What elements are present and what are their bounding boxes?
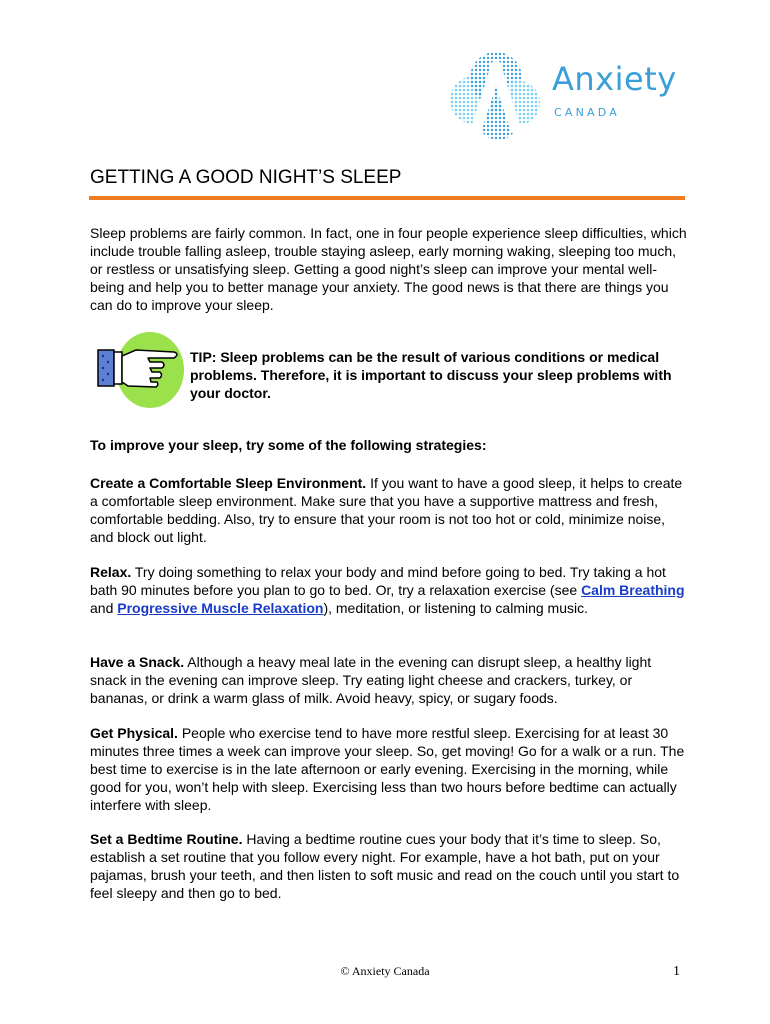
progressive-muscle-relaxation-link[interactable]: Progressive Muscle Relaxation bbox=[117, 600, 324, 616]
section-bedtime bbox=[90, 830, 690, 902]
anxiety-canada-logo bbox=[446, 48, 686, 143]
footer-copyright: © Anxiety Canada bbox=[340, 964, 430, 978]
section-text: ), meditation, or listening to calming music. bbox=[323, 600, 589, 616]
pointing-hand-icon bbox=[94, 328, 186, 412]
section-heading: Have a Snack. bbox=[90, 654, 185, 670]
section-text: Having a bedtime routine cues your body that it’s time to sleep. So, establish a set routine that you follow every night. For example, have a hot bath, put on your pajamas, brush your teeth, and then listen to soft music and read on the couch until you start to feel sleepy and then go to bed. bbox=[90, 831, 680, 901]
intro-paragraph: Sleep problems are fairly common. In fact, one in four people experience sleep difficulties, which include trouble falling asleep, trouble staying asleep, early morning waking, sleeping too much, or restless or unsatisfying sleep. Getting a good night’s sleep can improve your mental well-being and help you to better manage your anxiety. The good news is that there are things you can do to improve your sleep. bbox=[90, 225, 687, 313]
section-heading: Get Physical. bbox=[90, 725, 178, 741]
section-snack bbox=[90, 653, 690, 707]
calm-breathing-link[interactable]: Calm Breathing bbox=[581, 582, 685, 598]
section-text: People who exercise tend to have more restful sleep. Exercising for at least 30 minutes three times a week can improve your sleep. So, get moving! Go for a walk or a run. The best time to exercise is in the late afternoon or early evening. Exercising in the morning, while good for you, won’t help with sleep. Exercising less than two hours before bedtime can actually interfere with sleep. bbox=[90, 725, 685, 813]
logo-mark-icon bbox=[446, 48, 546, 143]
section-relax bbox=[90, 563, 690, 617]
section-text: If you want to have a good sleep, it helps to create a comfortable sleep environment. Make sure that you have a supportive mattress and fresh, comfortable bedding. Also, try to ensure that your room is not too hot or cold, minimize noise, and block out light. bbox=[90, 475, 683, 545]
section-heading: Set a Bedtime Routine. bbox=[90, 831, 243, 847]
section-text: Try doing something to relax your body and mind before going to bed. Try taking a hot bath 90 minutes before you plan to go to bed. Or, try a relaxation exercise (see bbox=[90, 564, 666, 598]
title-divider bbox=[89, 196, 685, 200]
section-text: and bbox=[90, 600, 118, 616]
page-title: GETTING A GOOD NIGHT’S SLEEP bbox=[90, 167, 402, 188]
tip-text: TIP: Sleep problems can be the result of various conditions or medical problems. Therefore, it is important to discuss your sleep problems with your doctor. bbox=[190, 349, 672, 401]
section-heading: Create a Comfortable Sleep Environment. bbox=[90, 475, 367, 491]
strategies-intro: To improve your sleep, try some of the following strategies: bbox=[90, 437, 487, 453]
page-number: 1 bbox=[673, 964, 680, 979]
section-environment bbox=[90, 474, 690, 546]
section-text: Although a heavy meal late in the evening can disrupt sleep, a healthy light snack in the evening can improve sleep. Try eating light cheese and crackers, turkey, or bananas, or drink a warm glass of milk. Avoid heavy, spicy, or sugary foods. bbox=[90, 654, 652, 706]
section-heading: Relax. bbox=[90, 564, 132, 580]
section-physical bbox=[90, 724, 690, 814]
logo-name: Anxiety bbox=[552, 60, 677, 98]
logo-subtitle: CANADA bbox=[554, 106, 620, 119]
